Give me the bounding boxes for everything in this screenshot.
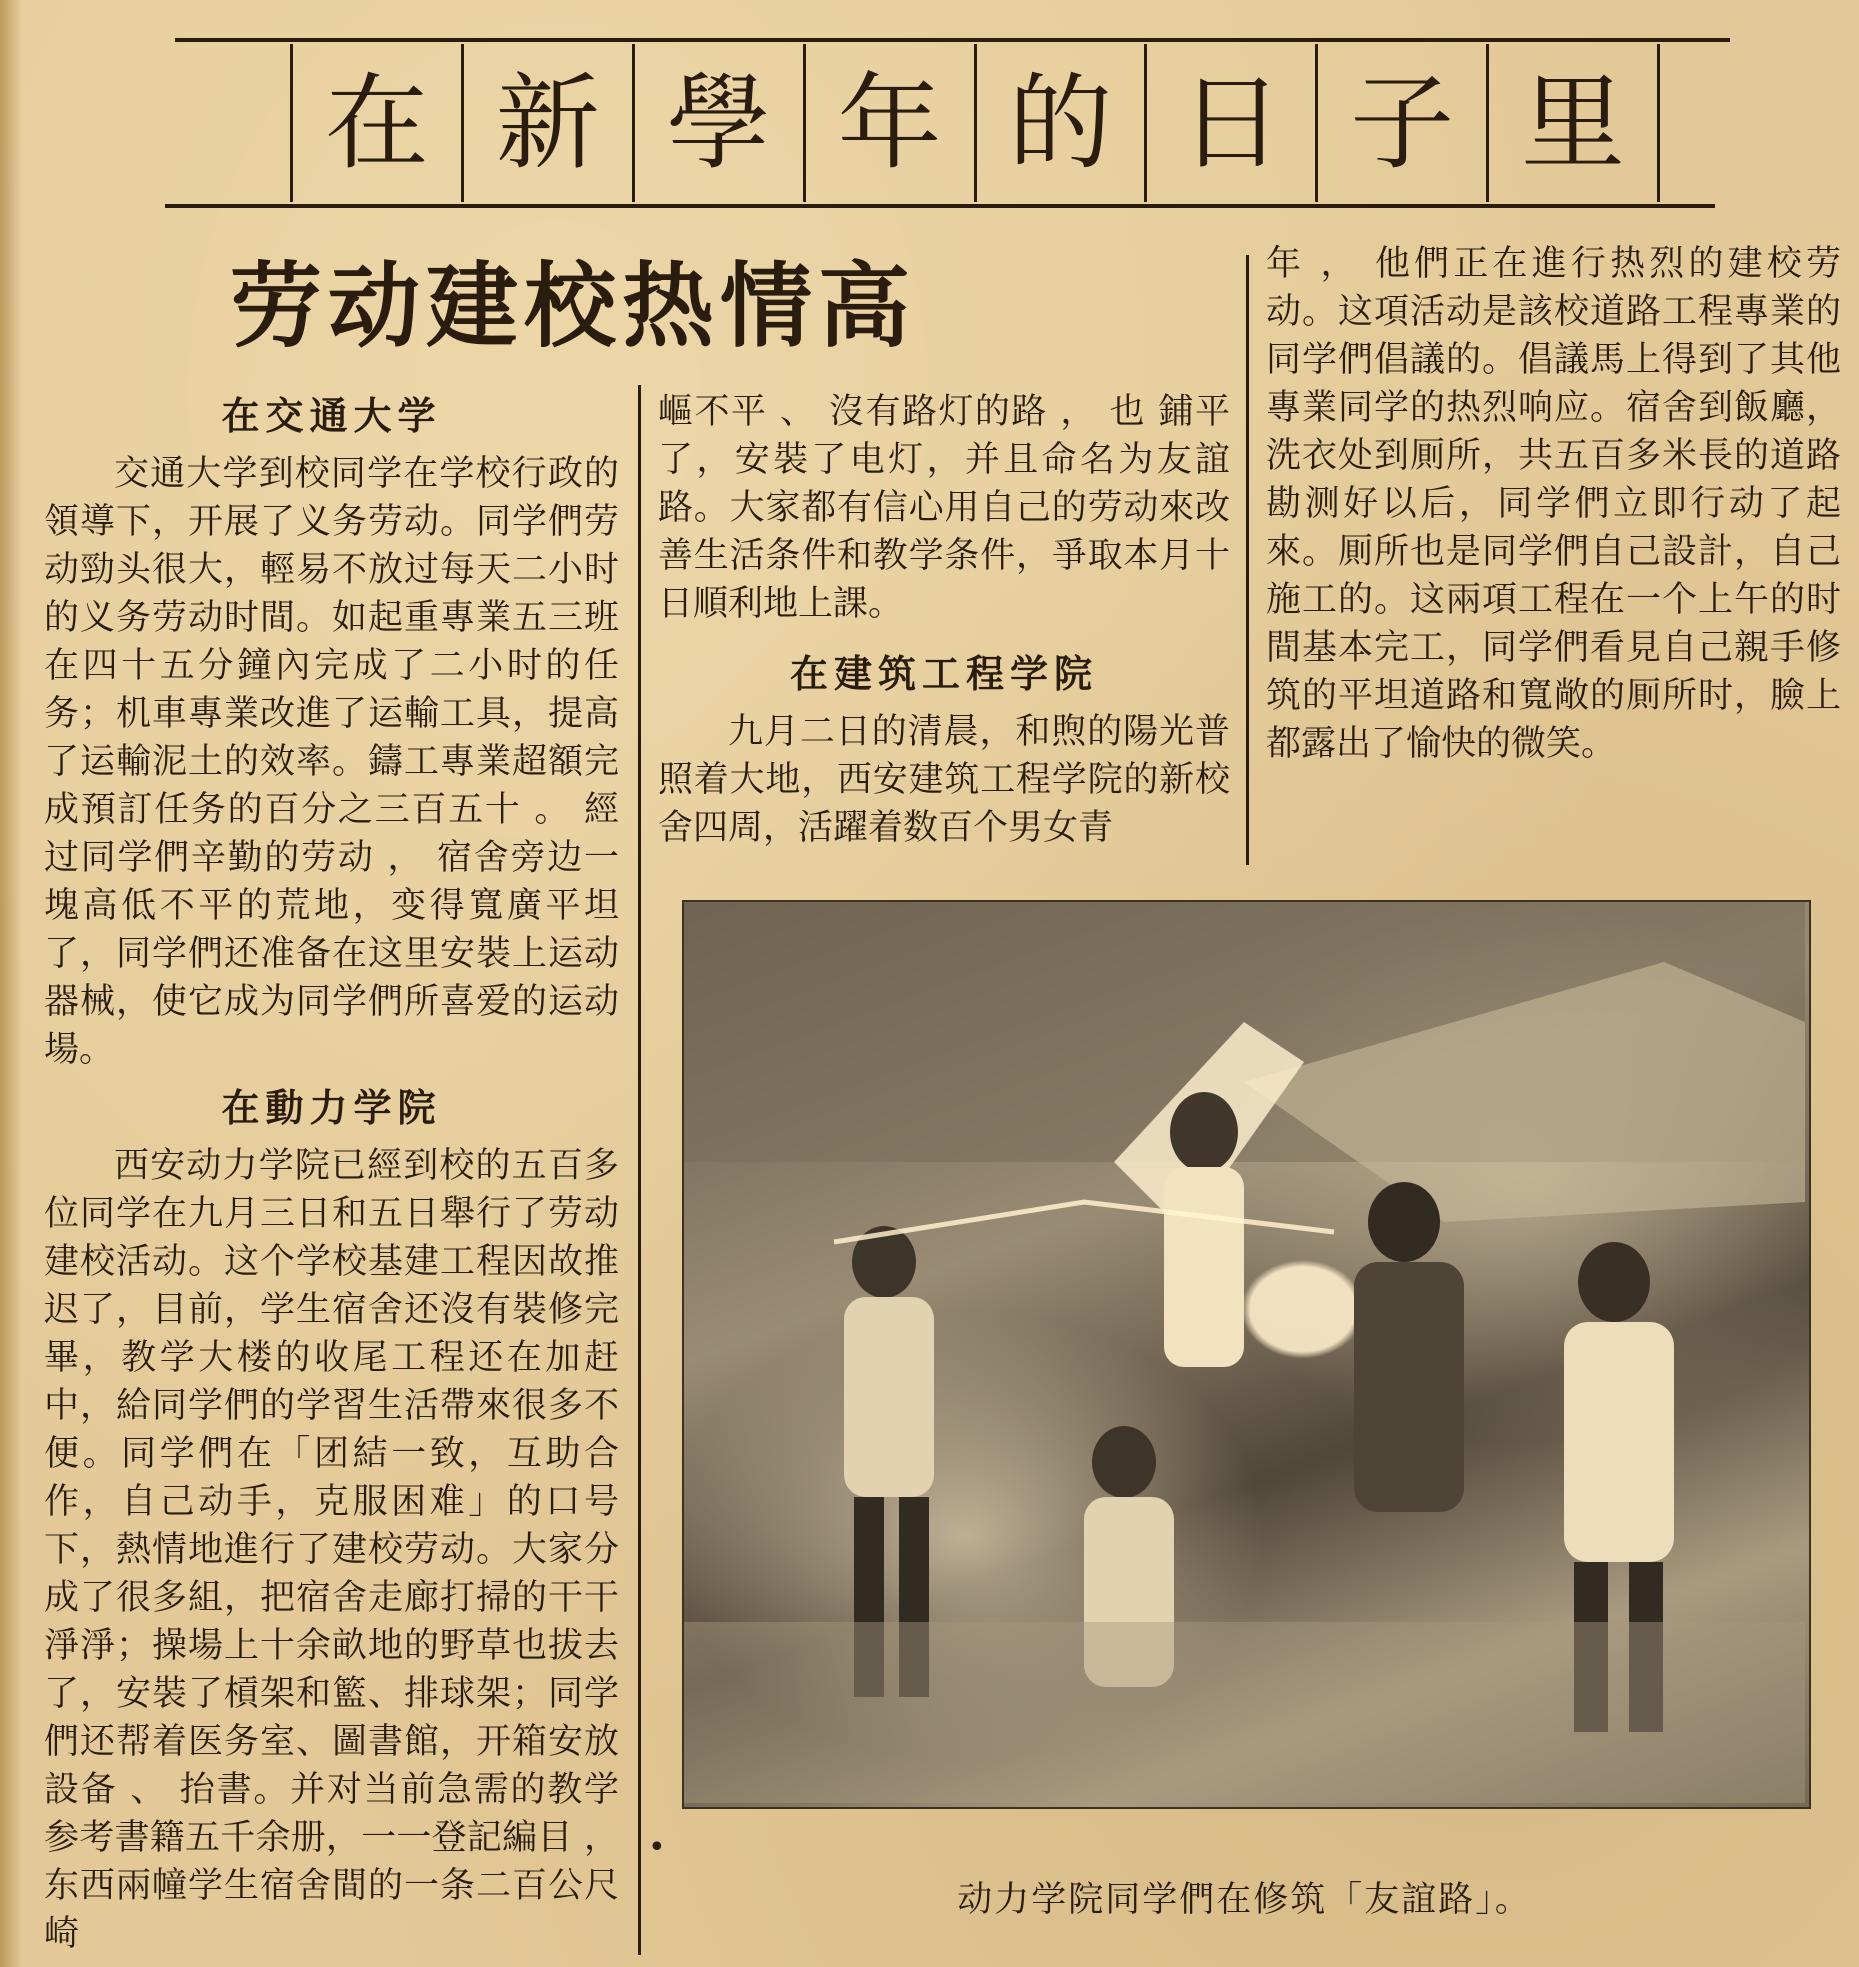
page-edge-shadow	[0, 0, 22, 1967]
banner-char: 在	[290, 44, 461, 202]
news-photo-students-building-road	[682, 900, 1811, 1809]
section-body-dongli: 西安动力学院已經到校的五百多位同学在九月三日和五日舉行了劳动建校活动。这个学校基建工程因故推迟了，目前，学生宿舍还沒有裝修完畢，教学大楼的收尾工程还在加赶中，給同学們的学習生活帶來很多不便。同学們在「团結一致，互助合作，自己动手，克服困难」的口号下，熱情地進行了建校劳动。大家分成了很多組，把宿舍走廊打掃的干干淨淨；操場上十余畝地的野草也拔去了，安裝了槓架和籃、排球架；同学們还帮着医务室、圖書館，开箱安放設备 、 抬書。并对当前急需的教学参考書籍五千余册，一一登記編目 ， 东西兩幢学生宿舍間的一条二百公尺崎	[44, 1146, 619, 1954]
section-title-jianzhu: 在建筑工程学院	[789, 652, 1098, 696]
banner-char: 學	[632, 44, 803, 202]
section-title-dongli: 在動力学院	[221, 1086, 442, 1130]
column-bullet-dot: •	[648, 1830, 666, 1865]
section-banner	[290, 44, 1660, 202]
banner-char: 日	[1144, 44, 1315, 202]
section-body-jiaotong: 交通大学到校同学在学校行政的領導下，开展了义务劳动。同学們劳动勁头很大，輕易不放过每天二小时的义务劳动时間。如起重專業五三班在四十五分鐘內完成了二小时的任务；机車專業改進了运輸工具，提高了运輸泥土的效率。鑄工專業超額完成預訂任务的百分之三百五十 。 經过同学們辛勤的劳动 ， 宿舍旁边一塊高低不平的荒地，变得寬廣平坦了，同学們还准备在这里安裝上运动器械，使它成为同学們所喜爱的运动場。	[44, 454, 619, 1070]
column-2	[658, 388, 1230, 852]
column-1	[44, 388, 619, 1958]
banner-char: 里	[1486, 44, 1660, 202]
banner-char: 新	[461, 44, 632, 202]
banner-top-rule	[175, 38, 1730, 42]
column-3-continuation: 年 ， 他們正在進行热烈的建校劳动。这項活动是該校道路工程專業的同学們倡議的。倡議馬上得到了其他專業同学的热烈响应。宿舍到飯廳，洗衣处到厠所，共五百多米長的道路勘测好以后，同学們立即行动了起來。厠所也是同学們自己設計，自己施工的。这兩項工程在一个上午的时間基本完工，同学們看見自己親手修筑的平坦道路和寬敞的厠所时，臉上都露出了愉快的微笑。	[1266, 244, 1841, 764]
photo-silhouettes	[684, 902, 1805, 1803]
article-headline: 劳动建校热情高	[230, 253, 917, 360]
banner-char: 的	[974, 44, 1145, 202]
column-rule-1	[638, 385, 641, 1955]
photo-caption: 动力学院同学們在修筑「友誼路」。	[957, 1880, 1532, 1920]
column-3	[1266, 240, 1841, 768]
column-rule-2	[1246, 255, 1249, 865]
section-body-jianzhu: 九月二日的清晨，和煦的陽光普照着大地，西安建筑工程学院的新校舍四周，活躍着数百个男女青	[658, 712, 1230, 848]
banner-char: 年	[803, 44, 974, 202]
banner-bottom-rule	[165, 204, 1715, 208]
column-2-continuation: 嶇不平 、 沒有路灯的路 ， 也 鋪平了，安裝了电灯，并且命名为友誼路。大家都有信心用自己的劳动來改善生活条件和教学条件，爭取本月十日順利地上課。	[658, 392, 1230, 624]
section-title-jiaotong: 在交通大学	[221, 394, 442, 438]
banner-char: 子	[1315, 44, 1486, 202]
